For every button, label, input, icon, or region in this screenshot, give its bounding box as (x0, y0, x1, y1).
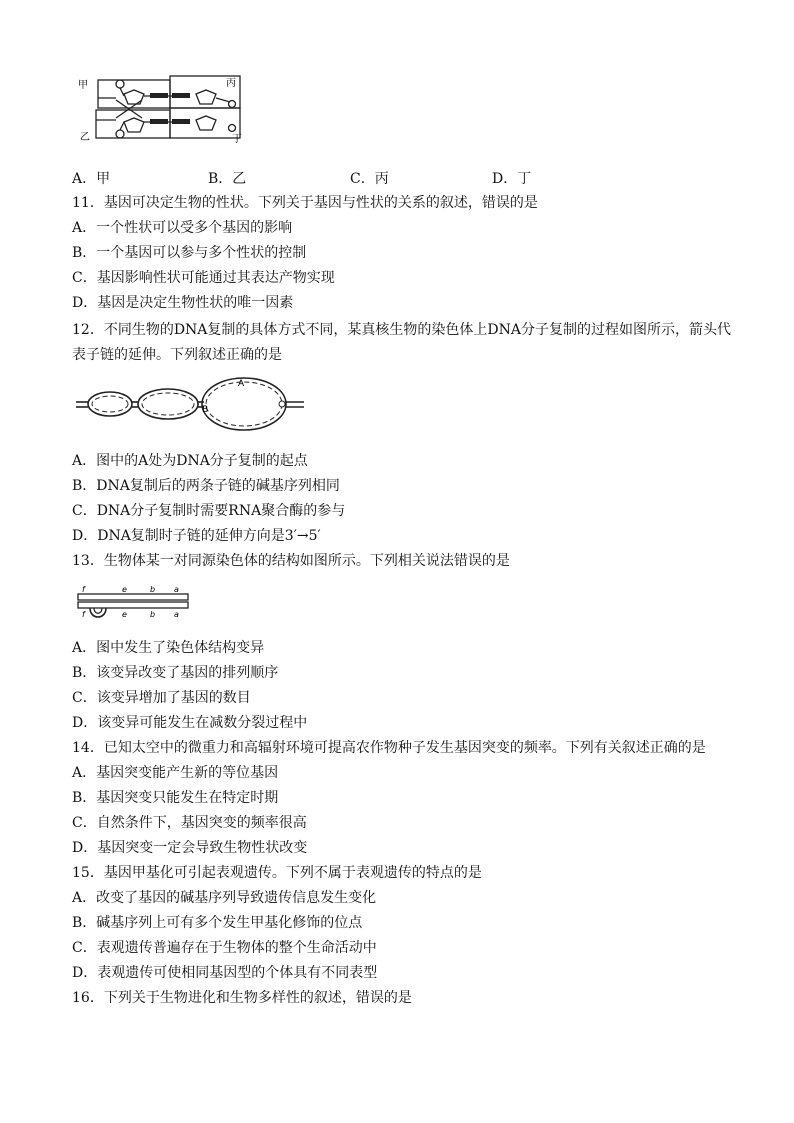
q10-dna-structure-figure (76, 72, 248, 144)
q10-option-a[interactable]: A．甲 (72, 171, 111, 187)
q10-option-b[interactable]: B．乙 (208, 171, 247, 187)
q13-option-c[interactable]: C．该变异增加了基因的数目 (72, 690, 251, 706)
q13-label-top-b: b (150, 585, 156, 594)
q15-option-c[interactable]: C．表观遗传普遍存在于生物体的整个生命活动中 (72, 940, 377, 956)
q13-option-b[interactable]: B．该变异改变了基因的排列顺序 (72, 665, 279, 681)
q10-label-tr: 丙 (226, 78, 236, 89)
q16-stem: 16．下列关于生物进化和生物多样性的叙述，错误的是 (72, 990, 412, 1006)
q12-dna-replication-figure (74, 372, 306, 440)
q13-homologous-chromosomes-figure (76, 584, 192, 624)
q12-label-a: A (238, 379, 245, 389)
q13-label-bottom-b: b (150, 610, 156, 619)
q13-stem: 13．生物体某一对同源染色体的结构如图所示。下列相关说法错误的是 (72, 553, 510, 569)
q12-option-c[interactable]: C．DNA分子复制时需要RNA聚合酶的参与 (72, 503, 346, 519)
q13-label-bottom-f: f (82, 610, 85, 619)
q13-label-top-e: e (122, 585, 127, 594)
q10-label-br: 丁 (232, 134, 242, 144)
q11-option-d[interactable]: D．基因是决定生物性状的唯一因素 (72, 295, 294, 311)
q10-option-c[interactable]: C．丙 (350, 171, 389, 187)
q14-option-c[interactable]: C．自然条件下，基因突变的频率很高 (72, 815, 307, 831)
q15-option-a[interactable]: A．改变了基因的碱基序列导致遗传信息发生变化 (72, 890, 377, 906)
q10-option-d[interactable]: D．丁 (492, 171, 532, 187)
q15-option-b[interactable]: B．碱基序列上可有多个发生甲基化修饰的位点 (72, 915, 363, 931)
q14-option-a[interactable]: A．基因突变能产生新的等位基因 (72, 765, 279, 781)
q14-option-b[interactable]: B．基因突变只能发生在特定时期 (72, 790, 279, 806)
q12-option-d[interactable]: D．DNA复制时子链的延伸方向是3′→5′ (72, 528, 321, 544)
q13-label-bottom-a: a (174, 610, 179, 619)
q13-option-d[interactable]: D．该变异可能发生在减数分裂过程中 (72, 715, 308, 731)
q12-option-b[interactable]: B．DNA复制后的两条子链的碱基序列相同 (72, 478, 340, 494)
q15-stem: 15．基因甲基化可引起表观遗传。下列不属于表观遗传的特点的是 (72, 865, 482, 881)
q11-option-b[interactable]: B．一个基因可以参与多个性状的控制 (72, 245, 307, 261)
q14-option-d[interactable]: D．基因突变一定会导致生物性状改变 (72, 840, 308, 856)
q10-label-bl: 乙 (80, 132, 90, 143)
q13-label-top-a: a (174, 585, 179, 594)
q11-option-a[interactable]: A．一个性状可以受多个基因的影响 (72, 220, 293, 236)
q12-label-b: B (202, 405, 209, 415)
q12-option-a[interactable]: A．图中的A处为DNA分子复制的起点 (72, 453, 308, 469)
q13-label-top-f: f (82, 585, 85, 594)
q15-option-d[interactable]: D．表观遗传可使相同基因型的个体具有不同表型 (72, 965, 378, 981)
q11-option-c[interactable]: C．基因影响性状可能通过其表达产物实现 (72, 270, 335, 286)
q12-stem: 12．不同生物的DNA复制的具体方式不同，某真核生物的染色体上DNA分子复制的过程如图所示，箭头代表子链的延伸。下列叙述正确的是 (72, 322, 731, 363)
q10-label-tl: 甲 (78, 80, 88, 91)
q10-options (72, 168, 712, 188)
q13-label-bottom-e: e (122, 610, 127, 619)
q11-stem: 11．基因可决定生物的性状。下列关于基因与性状的关系的叙述，错误的是 (72, 195, 538, 211)
q14-stem: 14．已知太空中的微重力和高辐射环境可提高农作物种子发生基因突变的频率。下列有关叙述正确的是 (72, 740, 706, 756)
q13-option-a[interactable]: A．图中发生了染色体结构变异 (72, 640, 265, 656)
